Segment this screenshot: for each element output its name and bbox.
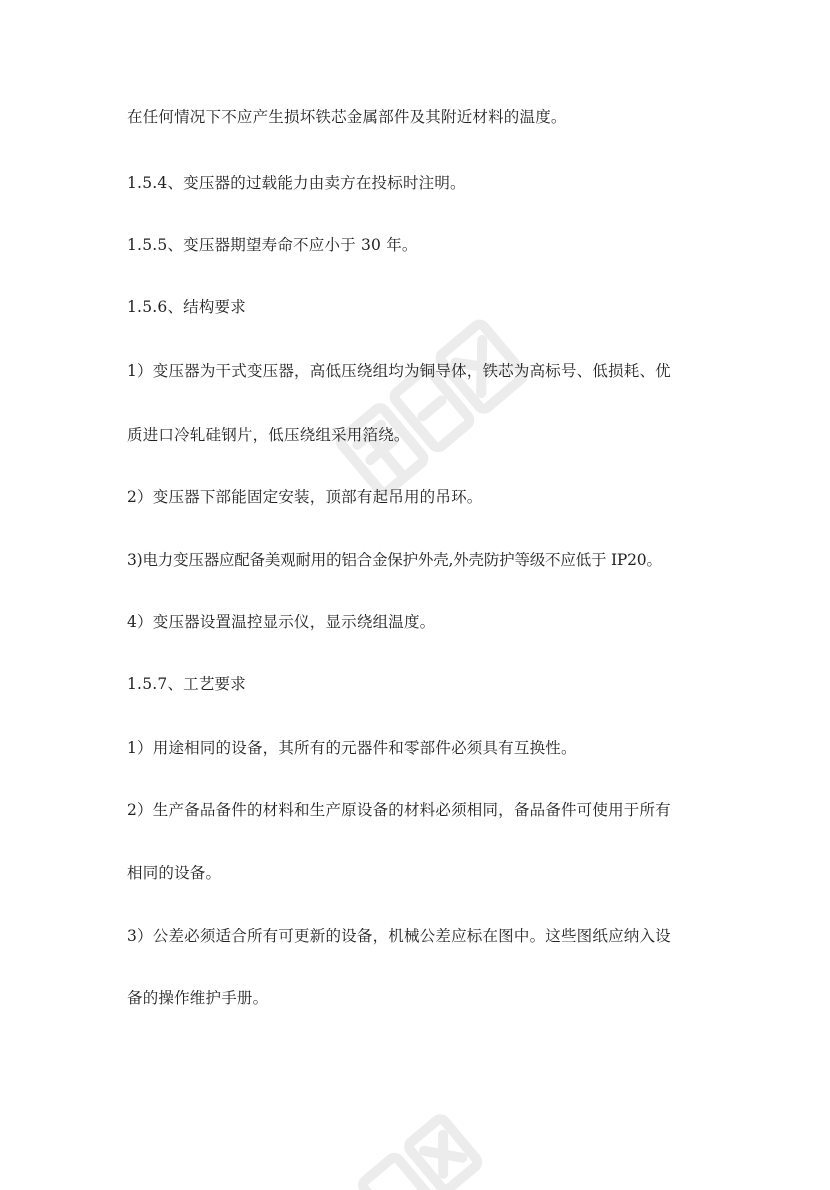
section-1-5-5: 1.5.5、变压器期望寿命不应小于 30 年。 xyxy=(127,236,418,254)
process-item-1: 1）用途相同的设备，其所有的元器件和零部件必须具有互换性。 xyxy=(127,739,577,757)
structure-item-3: 3)电力变压器应配备美观耐用的铝合金保护外壳,外壳防护等级不应低于 IP20。 xyxy=(127,551,662,569)
watermark-mark-lower xyxy=(330,1070,550,1190)
structure-item-2: 2）变压器下部能固定安装，顶部有起吊用的吊环。 xyxy=(127,488,483,506)
section-1-5-4: 1.5.4、变压器的过载能力由卖方在投标时注明。 xyxy=(127,174,466,192)
process-item-3-line-1: 3）公差必须适合所有可更新的设备，机械公差应标在图中。这些图纸应纳入设 xyxy=(127,927,671,945)
process-item-3-line-2: 备的操作维护手册。 xyxy=(127,989,269,1007)
process-item-2-line-1: 2）生产备品备件的材料和生产原设备的材料必须相同，备品备件可使用于所有 xyxy=(127,801,671,819)
paragraph-line-1: 在任何情况下不应产生损坏铁芯金属部件及其附近材料的温度。 xyxy=(127,108,567,126)
structure-item-1-line-2: 质进口冷轧硅钢片，低压绕组采用箔绕。 xyxy=(127,426,410,444)
process-item-2-line-2: 相同的设备。 xyxy=(127,864,222,882)
watermark-lower xyxy=(330,1070,550,1190)
section-1-5-6-heading: 1.5.6、结构要求 xyxy=(127,298,246,316)
section-1-5-7-heading: 1.5.7、工艺要求 xyxy=(127,675,246,693)
structure-item-1-line-1: 1）变压器为干式变压器，高低压绕组均为铜导体，铁芯为高标号、低损耗、优 xyxy=(127,362,671,380)
structure-item-4: 4）变压器设置温控显示仪，显示绕组温度。 xyxy=(127,613,436,631)
